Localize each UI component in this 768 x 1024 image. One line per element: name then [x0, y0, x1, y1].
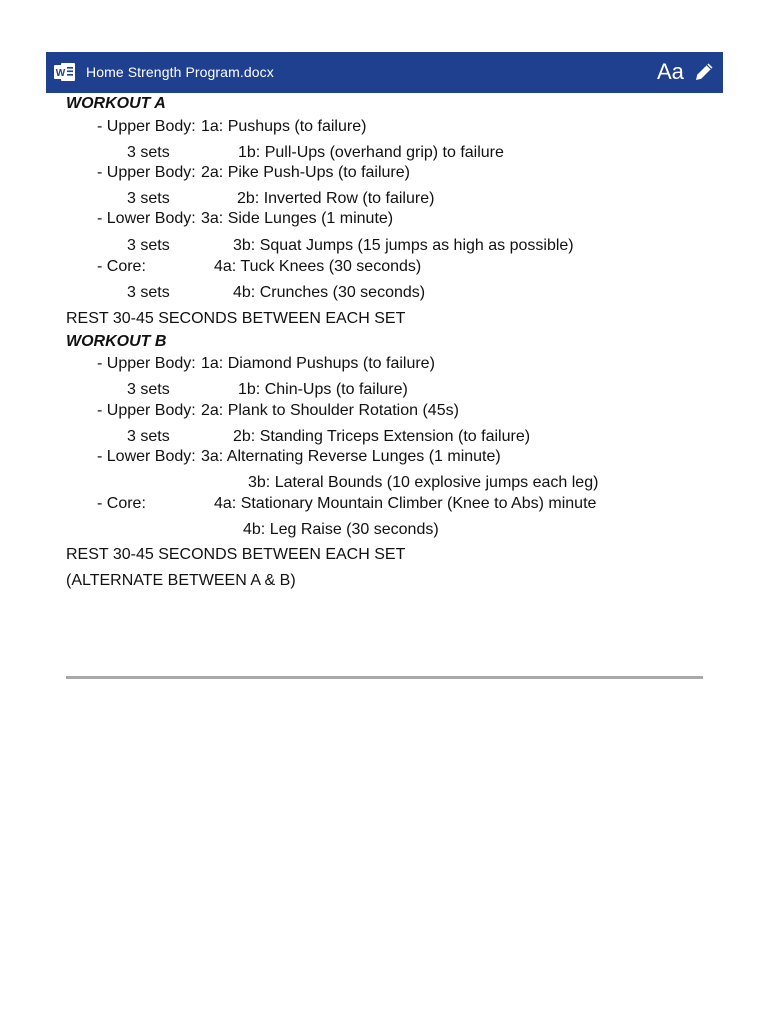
category-label: - Upper Body: — [97, 402, 196, 419]
exercise-item: 4b: Crunches (30 seconds) — [233, 284, 426, 301]
workout-b-heading: WORKOUT B — [66, 333, 167, 350]
sets-label: 3 sets — [127, 237, 170, 254]
svg-text:W: W — [55, 68, 66, 79]
category-label: - Lower Body: — [97, 448, 196, 465]
exercise-item: 3b: Lateral Bounds (10 explosive jumps each leg) — [248, 474, 599, 491]
document-title: Home Strength Program.docx — [86, 64, 274, 80]
exercise-item: 1a: Pushups (to failure) — [201, 118, 367, 135]
exercise-item: 2b: Standing Triceps Extension (to failure) — [233, 428, 531, 445]
category-label: - Upper Body: — [97, 355, 196, 372]
exercise-item: 4b: Leg Raise (30 seconds) — [243, 521, 439, 538]
exercise-item: 4a: Stationary Mountain Climber (Knee to Abs) minute — [214, 495, 597, 512]
exercise-item: 3b: Squat Jumps (15 jumps as high as possible) — [233, 237, 574, 254]
rest-instruction: REST 30-45 SECONDS BETWEEN EACH SET — [66, 310, 406, 327]
category-label: - Lower Body: — [97, 210, 196, 227]
exercise-item: 2a: Plank to Shoulder Rotation (45s) — [201, 402, 459, 419]
workout-a-heading: WORKOUT A — [66, 95, 166, 112]
category-label: - Upper Body: — [97, 164, 196, 181]
sets-label: 3 sets — [127, 381, 170, 398]
exercise-item: 1a: Diamond Pushups (to failure) — [201, 355, 435, 372]
category-label: - Upper Body: — [97, 118, 196, 135]
exercise-item: 3a: Side Lunges (1 minute) — [201, 210, 394, 227]
exercise-item: 2a: Pike Push-Ups (to failure) — [201, 164, 410, 181]
exercise-item: 3a: Alternating Reverse Lunges (1 minute) — [201, 448, 501, 465]
alternate-note: (ALTERNATE BETWEEN A & B) — [66, 572, 296, 589]
sets-label: 3 sets — [127, 190, 170, 207]
category-label: - Core: — [97, 258, 146, 275]
category-label: - Core: — [97, 495, 146, 512]
sets-label: 3 sets — [127, 284, 170, 301]
page-divider — [66, 676, 703, 679]
rest-instruction: REST 30-45 SECONDS BETWEEN EACH SET — [66, 546, 406, 563]
exercise-item: 2b: Inverted Row (to failure) — [237, 190, 435, 207]
exercise-item: 1b: Chin-Ups (to failure) — [238, 381, 408, 398]
exercise-item: 1b: Pull-Ups (overhand grip) to failure — [238, 144, 504, 161]
sets-label: 3 sets — [127, 428, 170, 445]
sets-label: 3 sets — [127, 144, 170, 161]
exercise-item: 4a: Tuck Knees (30 seconds) — [214, 258, 422, 275]
font-settings-button[interactable]: Aa — [657, 59, 684, 84]
